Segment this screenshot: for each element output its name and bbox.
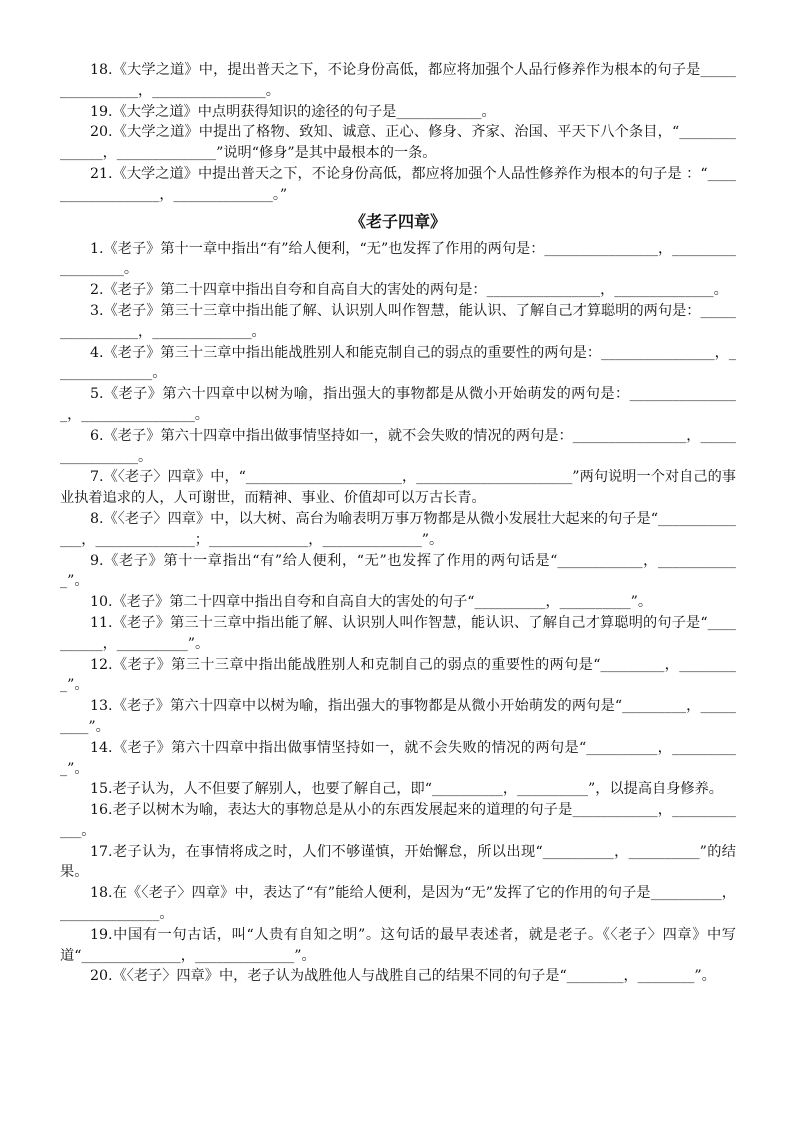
question-8: 8.《〈老子〉四章》中，以大树、高台为喻表明万事万物都是从微小发展壮大起来的句子是“______________，______________；______________，______________”。 [60,510,736,548]
question-21: 21.《大学之道》中提出普天之下，不论身份高低，都应将加强个人品性修养作为根本的句子是 ：“__________________，______________。” [60,165,736,203]
question-15: 15.老子认为，人不但要了解别人，也要了解自己，即“__________，__________”，以提高自身修养。 [90,781,723,798]
question-1: 1.《老子》第十一章中指出“有”给人便利，“无”也发挥了作用的两句是：________________，__________________。 [60,240,736,278]
question-19: 19.《大学之道》中点明获得知识的途径的句子是____________。 [90,103,496,120]
question-11: 11.《老子》第三十三章中指出能了解、认识别人叫作智慧，能认识、了解自己才算聪明的句子是“__________，__________”。 [60,614,736,652]
question-17: 17.老子认为，在事情将成之时，人们不够谨慎，开始懈怠，所以出现“__________，__________”的结果。 [60,843,736,881]
question-9: 9.《老子》第十一章指出“有”给人便利，“无”也发挥了作用的两句话是“____________，____________”。 [60,552,736,590]
question-18: 18.在《〈老子〉四章》中，表达了“有”能给人便利，是因为“无”发挥了它的作用的句子是__________，______________。 [60,885,736,923]
worksheet-page [60,60,736,987]
question-20: 20.《〈老子〉四章》中，老子认为战胜他人与战胜自己的结果不同的句子是“________，________”。 [90,968,716,985]
question-16: 16.老子以树木为喻，表达大的事物总是从小的东西发展起来的道理的句子是____________，____________。 [60,802,736,839]
question-20: 20.《大学之道》中提出了格物、致知、诚意、正心、修身、齐家、治国、平天下八个条目，“______________，______________”说明“修身”是其中最根本的一条。 [60,124,736,162]
question-3: 3.《老子》第三十三章中指出能了解、认识别人叫作智慧，能认识、了解自己才算聪明的两句是：________________，______________。 [60,302,736,340]
question-12: 12.《老子》第三十三章中指出能战胜别人和克制自己的弱点的重要性的两句是“_________，_________”。 [60,656,736,694]
question-10: 10.《老子》第二十四章中指出自夸和自高自大的害处的句子“__________，__________”。 [90,594,653,611]
question-14: 14.《老子》第六十四章中指出做事情坚持如一，就不会失败的情况的两句是“__________，__________”。 [60,739,736,777]
question-6: 6.《老子》第六十四章中指出做事情坚持如一，就不会失败的情况的两句是：________________，________________。 [60,427,736,465]
question-7: 7.《〈老子〉四章》中，“______________________，______________________”两句说明一个对自己的事业执着追求的人，人可谢世，而精神、事业、价值却可以万古长青。 [60,469,736,507]
section-daxue [60,60,736,206]
question-18: 18.《大学之道》中，提出普天之下，不论身份高低，都应将加强个人品行修养作为根本的句子是________________，________________。 [60,62,736,99]
question-2: 2.《老子》第二十四章中指出自夸和自高自大的害处的两句是：________________，______________。 [90,282,728,299]
question-4: 4.《老子》第三十三章中指出能战胜别人和能克制自己的弱点的重要性的两句是：________________，______________。 [60,344,736,382]
section-laozi [60,239,736,988]
section-title-laozi: 《老子四章》 [349,211,446,231]
question-13: 13.《老子》第六十四章中以树为喻，指出强大的事物都是从微小开始萌发的两句是“_________，_________”。 [60,698,736,735]
question-5: 5.《老子》第六十四章中以树为喻，指出强大的事物都是从微小开始萌发的两句是：________________，________________。 [60,386,736,423]
question-19: 19.中国有一句古话，叫“人贵有自知之明”。这句话的最早表述者，就是老子。《〈老子〉四章》中写道“______________，______________”。 [60,926,736,964]
